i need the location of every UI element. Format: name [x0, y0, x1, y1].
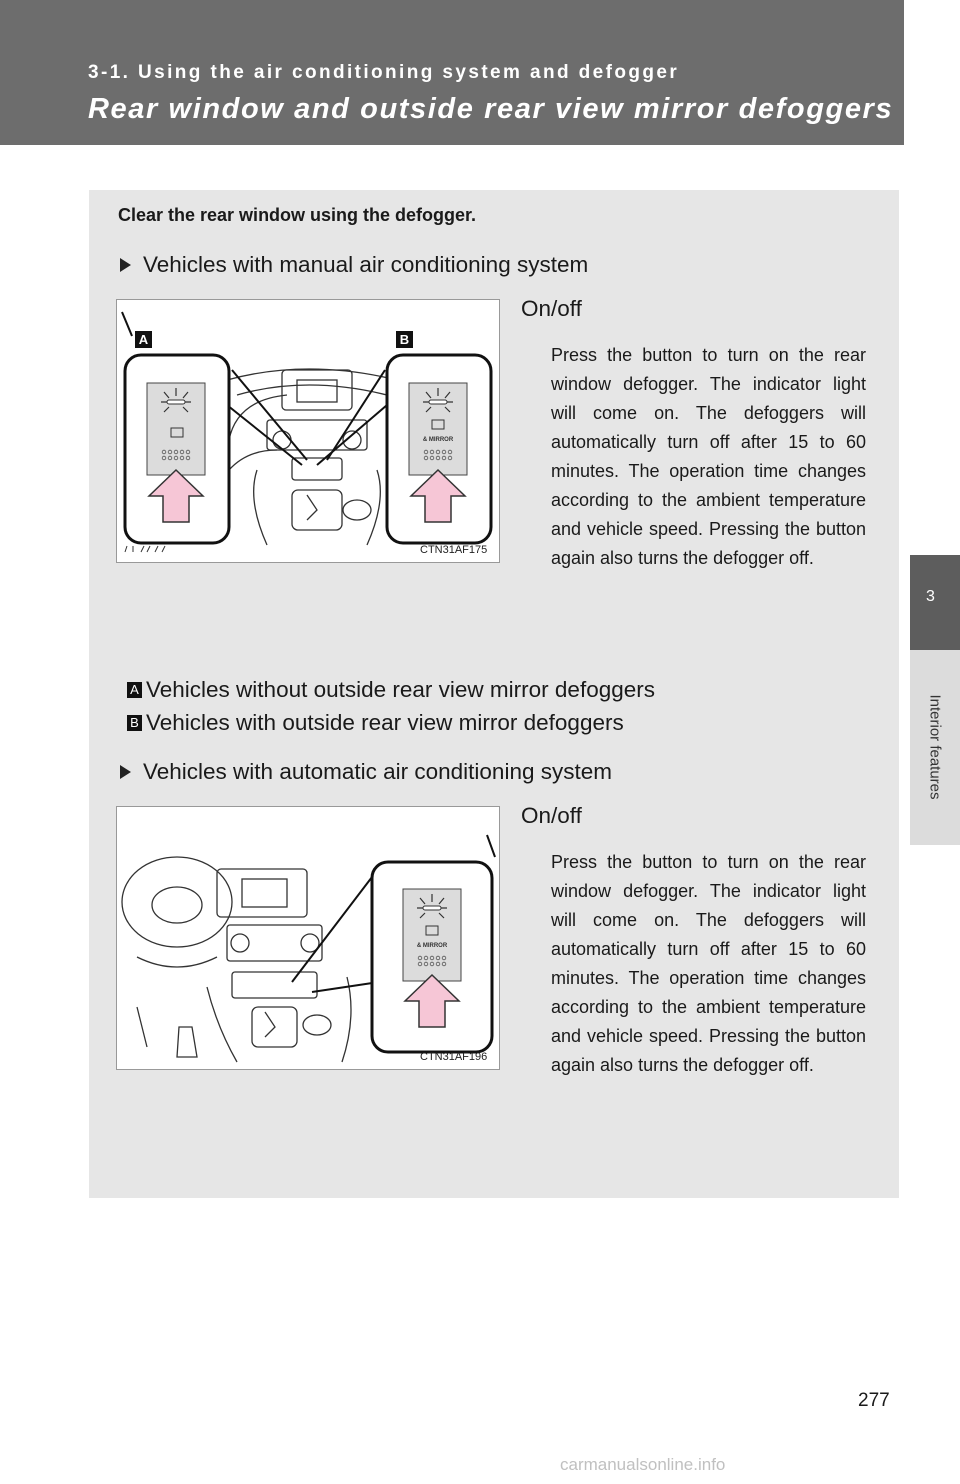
manual-onoff-title: On/off: [521, 296, 582, 321]
manual-onoff-description: Press the button to turn on the rear window defogger. The indicator light will come on. The defoggers will automatically turn off after 15 to 60 minutes. The operation time changes according to the ambient temperature and vehicle speed. Pressing the button again also turns the defogger off.: [551, 345, 866, 568]
automatic-ac-heading: [120, 759, 612, 785]
chapter-tab: [910, 555, 960, 650]
callout-a-label: A: [138, 332, 149, 347]
watermark: carmanualsonline.info: [560, 1455, 726, 1474]
variant-a: [127, 677, 655, 703]
variant-b-marker: B: [127, 715, 142, 731]
bullet-arrow-icon: [120, 258, 131, 272]
variant-b: [127, 710, 624, 736]
automatic-ac-illustration: [117, 807, 499, 1069]
automatic-onoff-title: On/off: [521, 803, 582, 828]
mirror-button-label: & MIRROR: [416, 943, 448, 949]
automatic-ac-figure: [116, 806, 500, 1070]
manual-ac-heading-text: Vehicles with manual air conditioning system: [143, 252, 589, 277]
automatic-onoff-description: Press the button to turn on the rear window defogger. The indicator light will come on. The defoggers will automatically turn off after 15 to 60 minutes. The operation time changes according to the ambient temperature and vehicle speed. Pressing the button again also turns the defogger off.: [551, 852, 866, 1075]
mirror-button-label: & MIRROR: [422, 437, 454, 443]
bullet-arrow-icon: [120, 765, 131, 779]
callout-b-label: B: [399, 332, 410, 347]
manual-ac-figure: [116, 299, 500, 563]
chapter-label: Interior features: [926, 694, 944, 800]
variant-a-marker: A: [127, 682, 142, 698]
decorative-marks: [125, 546, 165, 552]
manual-ac-heading: [120, 252, 588, 278]
section-label: 3-1. Using the air conditioning system and defogger: [88, 62, 680, 83]
automatic-ac-heading-text: Vehicles with automatic air conditioning system: [143, 759, 612, 784]
variant-b-text: Vehicles with outside rear view mirror defoggers: [146, 710, 624, 735]
figure-code: CTN31AF175: [420, 544, 488, 556]
manual-ac-illustration: [117, 300, 499, 562]
chapter-number: 3: [926, 588, 935, 605]
variant-a-text: Vehicles without outside rear view mirror defoggers: [146, 677, 655, 702]
intro-text: Clear the rear window using the defogger.: [118, 205, 477, 225]
page-number: 277: [858, 1390, 890, 1411]
page-title: Rear window and outside rear view mirror defoggers: [88, 93, 894, 125]
figure-code: CTN31AF196: [420, 1051, 488, 1063]
